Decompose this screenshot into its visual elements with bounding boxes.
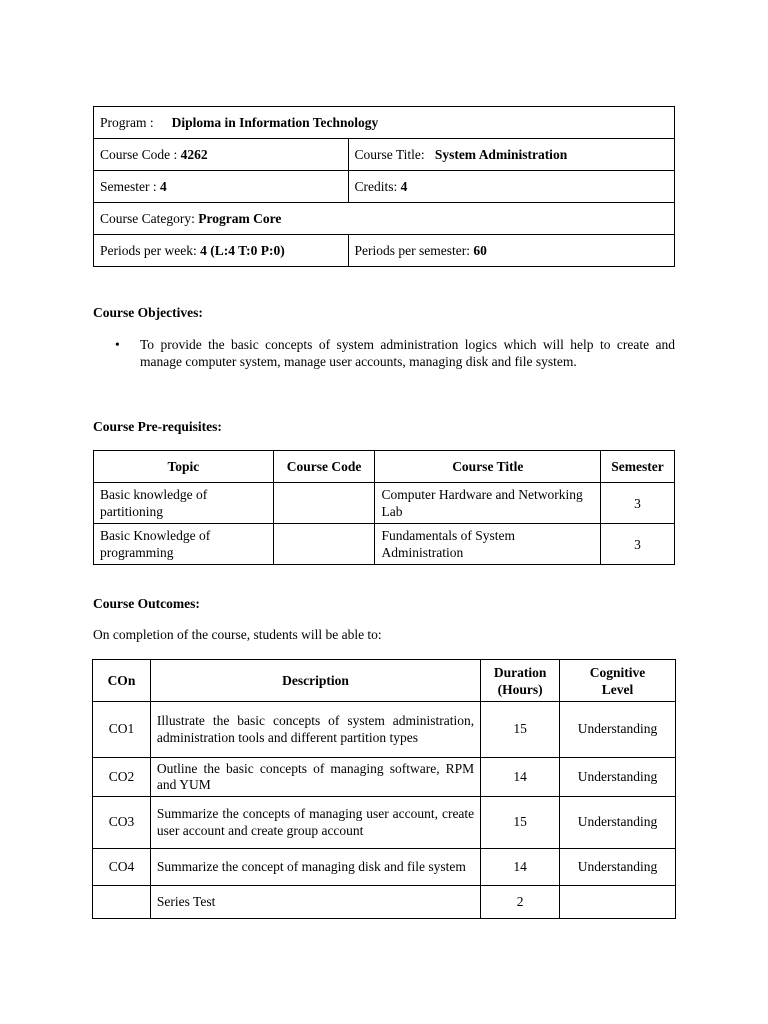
cell-duration: 15 bbox=[481, 702, 560, 758]
credits-label: Credits: bbox=[354, 178, 398, 194]
program-label: Program : bbox=[100, 114, 154, 130]
table-header-row bbox=[93, 660, 676, 702]
program-value: Diploma in Information Technology bbox=[171, 114, 379, 130]
program-cell bbox=[94, 107, 675, 139]
table-row bbox=[94, 483, 675, 524]
outcomes-table bbox=[92, 659, 676, 919]
prerequisites-table bbox=[93, 450, 675, 565]
course-title-cell bbox=[348, 139, 674, 171]
category-label: Course Category: bbox=[100, 210, 195, 226]
cell-cognitive-level: Understanding bbox=[560, 849, 676, 886]
cell-duration: 14 bbox=[481, 758, 560, 797]
cell-description: Summarize the concept of managing disk and file system bbox=[150, 849, 480, 886]
cell-cognitive-level: Understanding bbox=[560, 702, 676, 758]
header-duration-text: Duration (Hours) bbox=[493, 664, 547, 697]
header-topic: Topic bbox=[94, 451, 274, 483]
table-row bbox=[93, 886, 676, 919]
table-header-row bbox=[94, 451, 675, 483]
cell-co bbox=[93, 886, 151, 919]
cell-duration: 14 bbox=[481, 849, 560, 886]
cell-topic: Basic knowledge of partitioning bbox=[94, 483, 274, 524]
credits-value: 4 bbox=[400, 178, 408, 194]
course-code-value: 4262 bbox=[180, 146, 208, 162]
table-row bbox=[93, 702, 676, 758]
cell-semester: 3 bbox=[601, 524, 675, 565]
cell-duration: 2 bbox=[481, 886, 560, 919]
program-row bbox=[94, 107, 675, 139]
periods-semester-value: 60 bbox=[473, 242, 487, 258]
periods-row bbox=[94, 235, 675, 267]
periods-week-cell bbox=[94, 235, 349, 267]
category-cell bbox=[94, 203, 675, 235]
category-value: Program Core bbox=[198, 210, 282, 226]
cell-co: CO4 bbox=[93, 849, 151, 886]
bullet-icon: • bbox=[115, 337, 120, 352]
periods-week-value: 4 (L:4 T:0 P:0) bbox=[200, 242, 285, 258]
cell-cognitive-level bbox=[560, 886, 676, 919]
cell-co: CO2 bbox=[93, 758, 151, 797]
cell-description: Summarize the concepts of managing user account, create user account and create group account bbox=[150, 797, 480, 849]
header-semester: Semester bbox=[601, 451, 675, 483]
semester-label: Semester : bbox=[100, 178, 157, 194]
header-cognitive-level bbox=[560, 660, 676, 702]
cell-course-title: Computer Hardware and Networking Lab bbox=[375, 483, 601, 524]
objective-text: To provide the basic concepts of system administration logics which will help to create and manage computer system, manage user accounts, managing disk and file system. bbox=[140, 337, 675, 369]
course-code-label: Course Code : bbox=[100, 146, 178, 162]
course-title-value: System Administration bbox=[434, 146, 568, 162]
header-duration bbox=[481, 660, 560, 702]
program-info-table bbox=[93, 106, 675, 267]
objectives-heading: Course Objectives: bbox=[93, 305, 203, 320]
periods-semester-cell bbox=[348, 235, 674, 267]
cell-cognitive-level: Understanding bbox=[560, 797, 676, 849]
cell-semester: 3 bbox=[601, 483, 675, 524]
cell-description: Series Test bbox=[150, 886, 480, 919]
cell-topic: Basic Knowledge of programming bbox=[94, 524, 274, 565]
objectives-list-item bbox=[115, 336, 675, 370]
cell-cognitive-level: Understanding bbox=[560, 758, 676, 797]
table-row bbox=[93, 849, 676, 886]
course-code-cell bbox=[94, 139, 349, 171]
outcomes-intro: On completion of the course, students will be able to: bbox=[93, 627, 382, 642]
semester-row bbox=[94, 171, 675, 203]
course-title-label: Course Title: bbox=[354, 146, 425, 162]
cell-course-title: Fundamentals of System Administration bbox=[375, 524, 601, 565]
outcomes-heading: Course Outcomes: bbox=[93, 596, 200, 611]
category-row bbox=[94, 203, 675, 235]
prerequisites-heading: Course Pre-requisites: bbox=[93, 419, 222, 434]
semester-cell bbox=[94, 171, 349, 203]
cell-course-code bbox=[273, 524, 375, 565]
table-row bbox=[93, 797, 676, 849]
course-code-row bbox=[94, 139, 675, 171]
cell-description: Illustrate the basic concepts of system administration, administration tools and different partition types bbox=[150, 702, 480, 758]
periods-week-label: Periods per week: bbox=[100, 242, 197, 258]
header-cognitive-level-text: Cognitive Level bbox=[589, 664, 646, 697]
cell-co: CO3 bbox=[93, 797, 151, 849]
semester-value: 4 bbox=[160, 178, 167, 194]
header-course-title: Course Title bbox=[375, 451, 601, 483]
cell-description: Outline the basic concepts of managing software, RPM and YUM bbox=[150, 758, 480, 797]
header-con: COn bbox=[93, 660, 151, 702]
credits-cell bbox=[348, 171, 674, 203]
cell-course-code bbox=[273, 483, 375, 524]
table-row bbox=[93, 758, 676, 797]
header-description: Description bbox=[150, 660, 480, 702]
periods-semester-label: Periods per semester: bbox=[354, 242, 470, 258]
table-row bbox=[94, 524, 675, 565]
header-course-code: Course Code bbox=[273, 451, 375, 483]
cell-co: CO1 bbox=[93, 702, 151, 758]
cell-duration: 15 bbox=[481, 797, 560, 849]
